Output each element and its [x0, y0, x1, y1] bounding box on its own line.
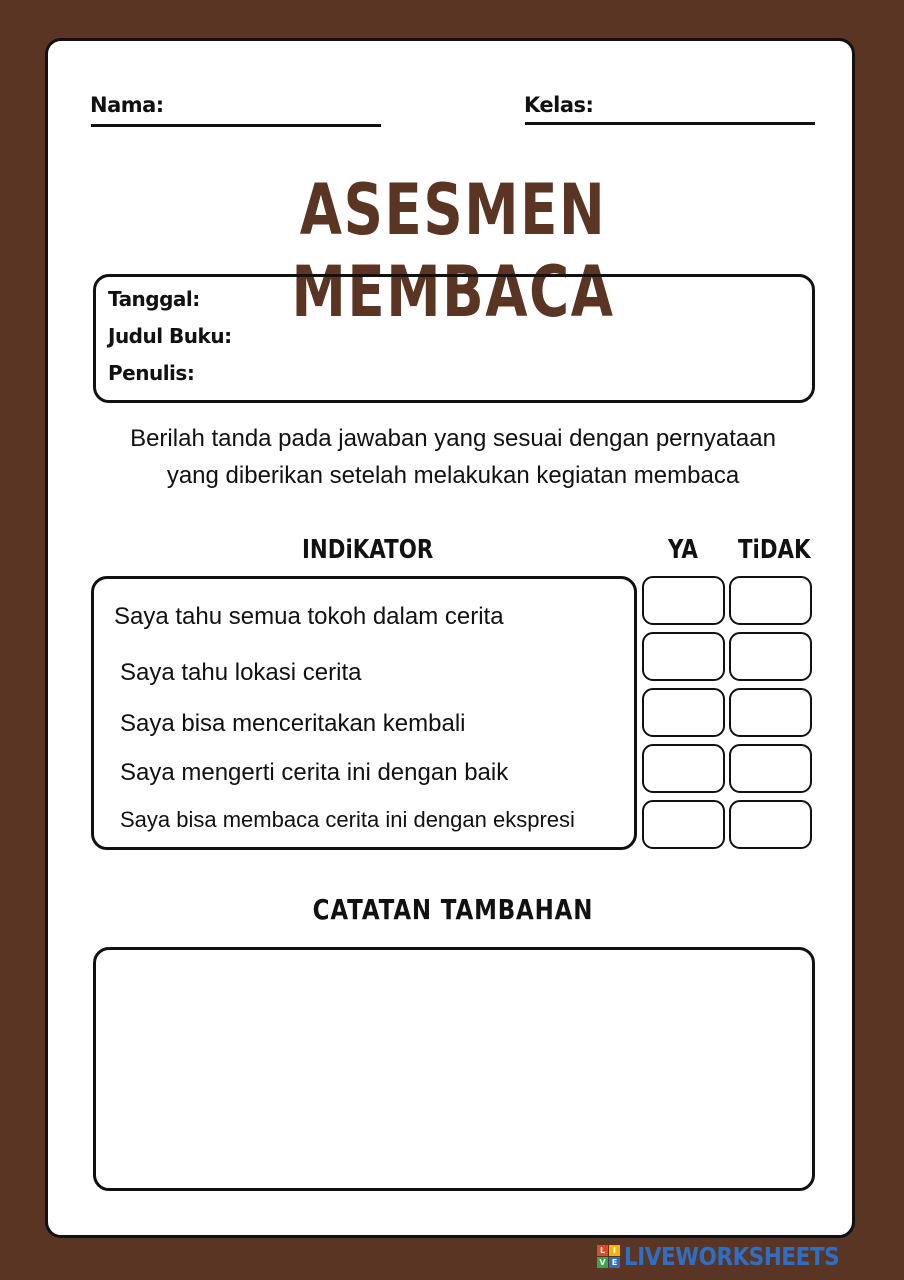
page-title: ASESMEN MEMBACA [291, 169, 615, 333]
author-label: Penulis: [108, 361, 195, 385]
logo-letter: V [597, 1257, 608, 1268]
logo-letter: I [609, 1245, 620, 1256]
yes-header: YA [668, 535, 698, 565]
yes-checkbox-1[interactable] [642, 576, 725, 625]
name-label: Nama: [90, 93, 164, 117]
no-checkbox-4[interactable] [729, 744, 812, 793]
notes-textarea[interactable] [93, 947, 815, 1191]
notes-title: CATATAN TAMBAHAN [312, 893, 594, 926]
no-checkbox-2[interactable] [729, 632, 812, 681]
class-field-line[interactable] [525, 122, 815, 125]
indicator-item: Saya tahu semua tokoh dalam cerita [114, 603, 504, 630]
yes-checkbox-3[interactable] [642, 688, 725, 737]
date-label: Tanggal: [108, 287, 200, 311]
logo-letter: L [597, 1245, 608, 1256]
yes-checkbox-2[interactable] [642, 632, 725, 681]
indicator-item: Saya mengerti cerita ini dengan baik [120, 759, 509, 786]
indicator-item: Saya tahu lokasi cerita [120, 659, 362, 686]
no-header: TiDAK [738, 535, 811, 565]
name-field-line[interactable] [91, 124, 381, 127]
yes-checkbox-4[interactable] [642, 744, 725, 793]
instruction-text: Berilah tanda pada jawaban yang sesuai dengan pernyataan yang diberikan setelah melakukan kegiatan membaca [130, 425, 776, 489]
indicator-list [91, 576, 637, 850]
book-info-box [93, 274, 815, 403]
watermark-text: LIVEWORKSHEETS [624, 1241, 840, 1271]
no-checkbox-1[interactable] [729, 576, 812, 625]
liveworksheets-logo-icon [597, 1245, 620, 1268]
indicator-item: Saya bisa menceritakan kembali [120, 710, 466, 737]
book-title-label: Judul Buku: [108, 324, 232, 348]
no-checkbox-3[interactable] [729, 688, 812, 737]
logo-letter: E [609, 1257, 620, 1268]
yes-checkbox-5[interactable] [642, 800, 725, 849]
worksheet-page [45, 38, 855, 1238]
liveworksheets-watermark [597, 1243, 874, 1269]
no-checkbox-5[interactable] [729, 800, 812, 849]
indicator-item: Saya bisa membaca cerita ini dengan ekspresi [120, 807, 575, 832]
class-label: Kelas: [524, 93, 594, 117]
indicator-header: INDiKATOR [302, 535, 434, 565]
